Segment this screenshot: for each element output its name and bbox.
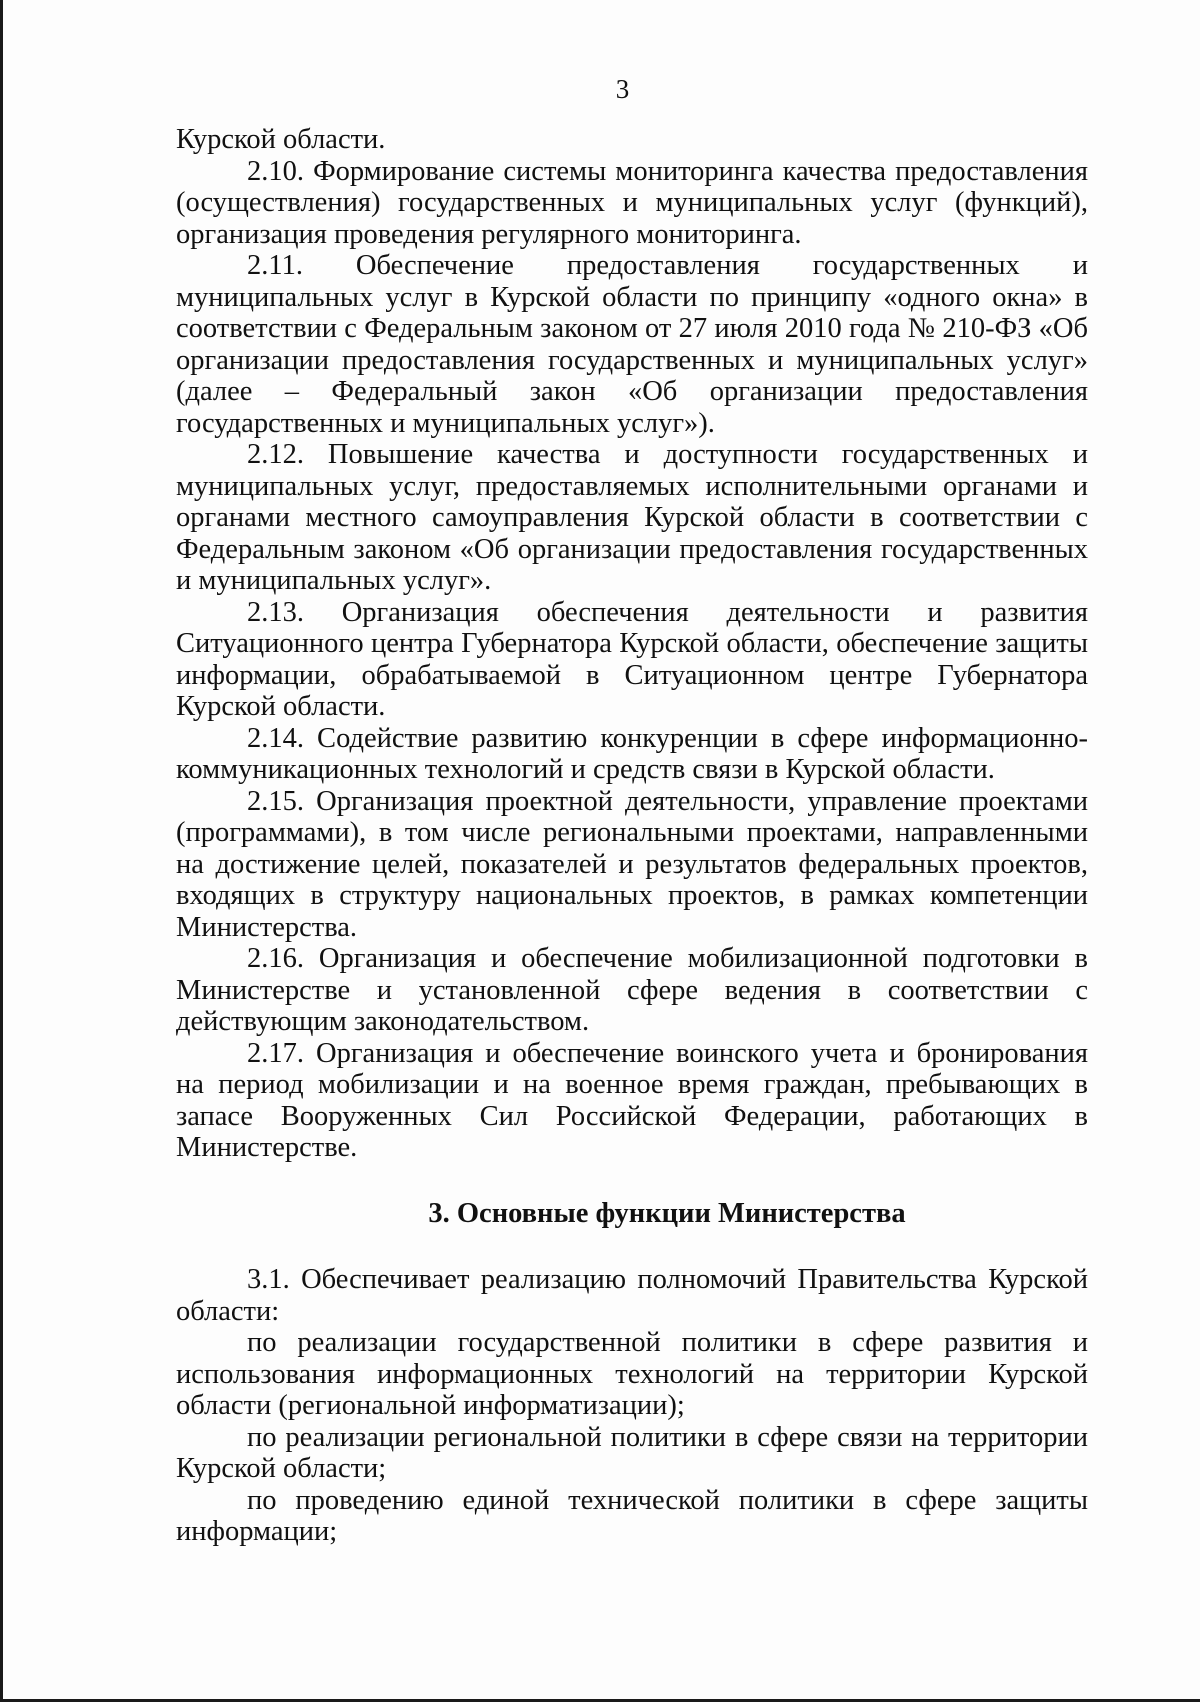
paragraph-2-15: 2.15. Организация проектной деятельности, управление проектами (программами), в том числе региональными проектами, направленными на достижение целей, показателей и результатов федеральных проектов, входящих в структуру национальных проектов, в рамках компетенции Министерства. [176,785,1088,943]
paragraph-2-11: 2.11. Обеспечение предоставления государственных и муниципальных услуг в Курской области по принципу «одного окна» в соответствии с Федеральным законом от 27 июля 2010 года № 210-ФЗ «Об организации предоставления государственных и муниципальных услуг» (далее – Федеральный закон «Об организации предоставления государственных и муниципальных услуг»). [176,250,1088,439]
paragraph-2-13: 2.13. Организация обеспечения деятельности и развития Ситуационного центра Губернатора Курской области, обеспечение защиты информации, обрабатываемой в Ситуационном центре Губернатора Курской области. [176,596,1088,722]
paragraph-3-1-item-3: по проведению единой технической политики в сфере защиты информации; [176,1484,1088,1547]
scan-edge-left [0,0,3,1702]
paragraph-3-1: 3.1. Обеспечивает реализацию полномочий Правительства Курской области: [176,1264,1088,1327]
paragraph-3-1-item-2: по реализации региональной политики в сфере связи на территории Курской области; [176,1421,1088,1484]
paragraph-2-16: 2.16. Организация и обеспечение мобилизационной подготовки в Министерстве и установленной сфере ведения в соответствии с действующим законодательством. [176,943,1088,1037]
document-body [176,124,1088,1548]
paragraph-2-10: 2.10. Формирование системы мониторинга качества предоставления (осуществления) государственных и муниципальных услуг (функций), организация проведения регулярного мониторинга. [176,155,1088,250]
paragraph-2-17: 2.17. Организация и обеспечение воинского учета и бронирования на период мобилизации и на военное время граждан, пребывающих в запасе Вооруженных Сил Российской Федерации, работающих в Министерстве. [176,1037,1088,1163]
paragraph-2-14: 2.14. Содействие развитию конкуренции в сфере информационно-коммуникационных технологий и средств связи в Курской области. [176,722,1088,785]
paragraph-3-1-item-1: по реализации государственной политики в сфере развития и использования информационных технологий на территории Курской области (региональной информатизации); [176,1327,1088,1421]
section-title: 3. Основные функции Министерства [428,1197,906,1229]
paragraph-2-12: 2.12. Повышение качества и доступности государственных и муниципальных услуг, предоставляемых исполнительными органами и органами местного самоуправления Курской области в соответствии с Федеральным законом «Об организации предоставления государственных и муниципальных услуг». [176,439,1088,596]
paragraph-continuation: Курской области. [176,124,386,155]
page-number: 3 [615,74,630,104]
